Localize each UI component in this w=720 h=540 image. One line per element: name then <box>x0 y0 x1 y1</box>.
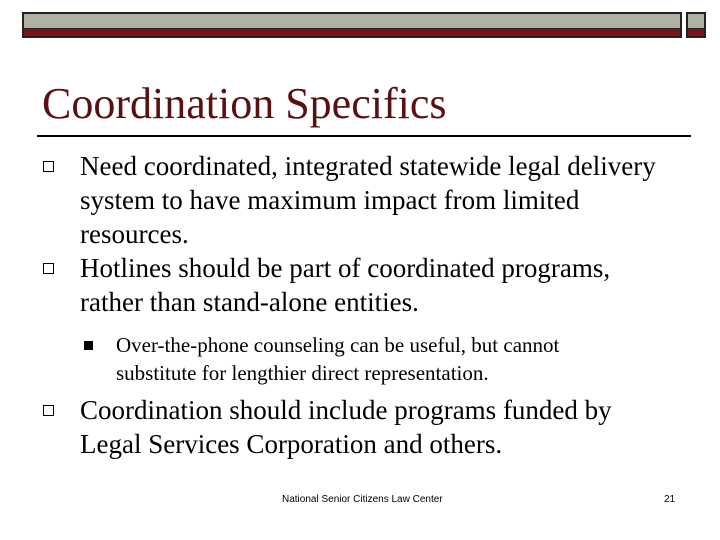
sub-bullet-line-2: substitute for lengthier direct representation. <box>116 361 489 385</box>
sub-bullet-line-1: Over-the-phone counseling can be useful, but cannot <box>116 333 560 357</box>
bullet-1-line-3: resources. <box>80 219 189 249</box>
hollow-square-bullet-icon <box>43 405 54 416</box>
bullet-2-line-1: Hotlines should be part of coordinated programs, <box>80 253 611 283</box>
page-number: 21 <box>664 494 676 505</box>
bullet-3-line-1: Coordination should include programs funded by <box>80 395 612 425</box>
filled-square-bullet-icon <box>84 341 93 350</box>
bullet-item-3 <box>80 393 612 461</box>
hollow-square-bullet-icon <box>43 263 54 274</box>
footer-organization: National Senior Citizens Law Center <box>282 494 443 505</box>
bullet-1-line-1: Need coordinated, integrated statewide legal delivery <box>80 151 656 181</box>
slide-title: Coordination Specifics <box>42 79 447 128</box>
sub-bullet-item <box>116 331 559 387</box>
bullet-item-1 <box>80 149 656 251</box>
bullet-1-line-2: system to have maximum impact from limited <box>80 185 580 215</box>
hollow-square-bullet-icon <box>43 161 54 172</box>
bullet-item-2 <box>80 251 610 319</box>
bullet-3-line-2: Legal Services Corporation and others. <box>80 429 503 459</box>
bullet-2-line-2: rather than stand-alone entities. <box>80 287 419 317</box>
